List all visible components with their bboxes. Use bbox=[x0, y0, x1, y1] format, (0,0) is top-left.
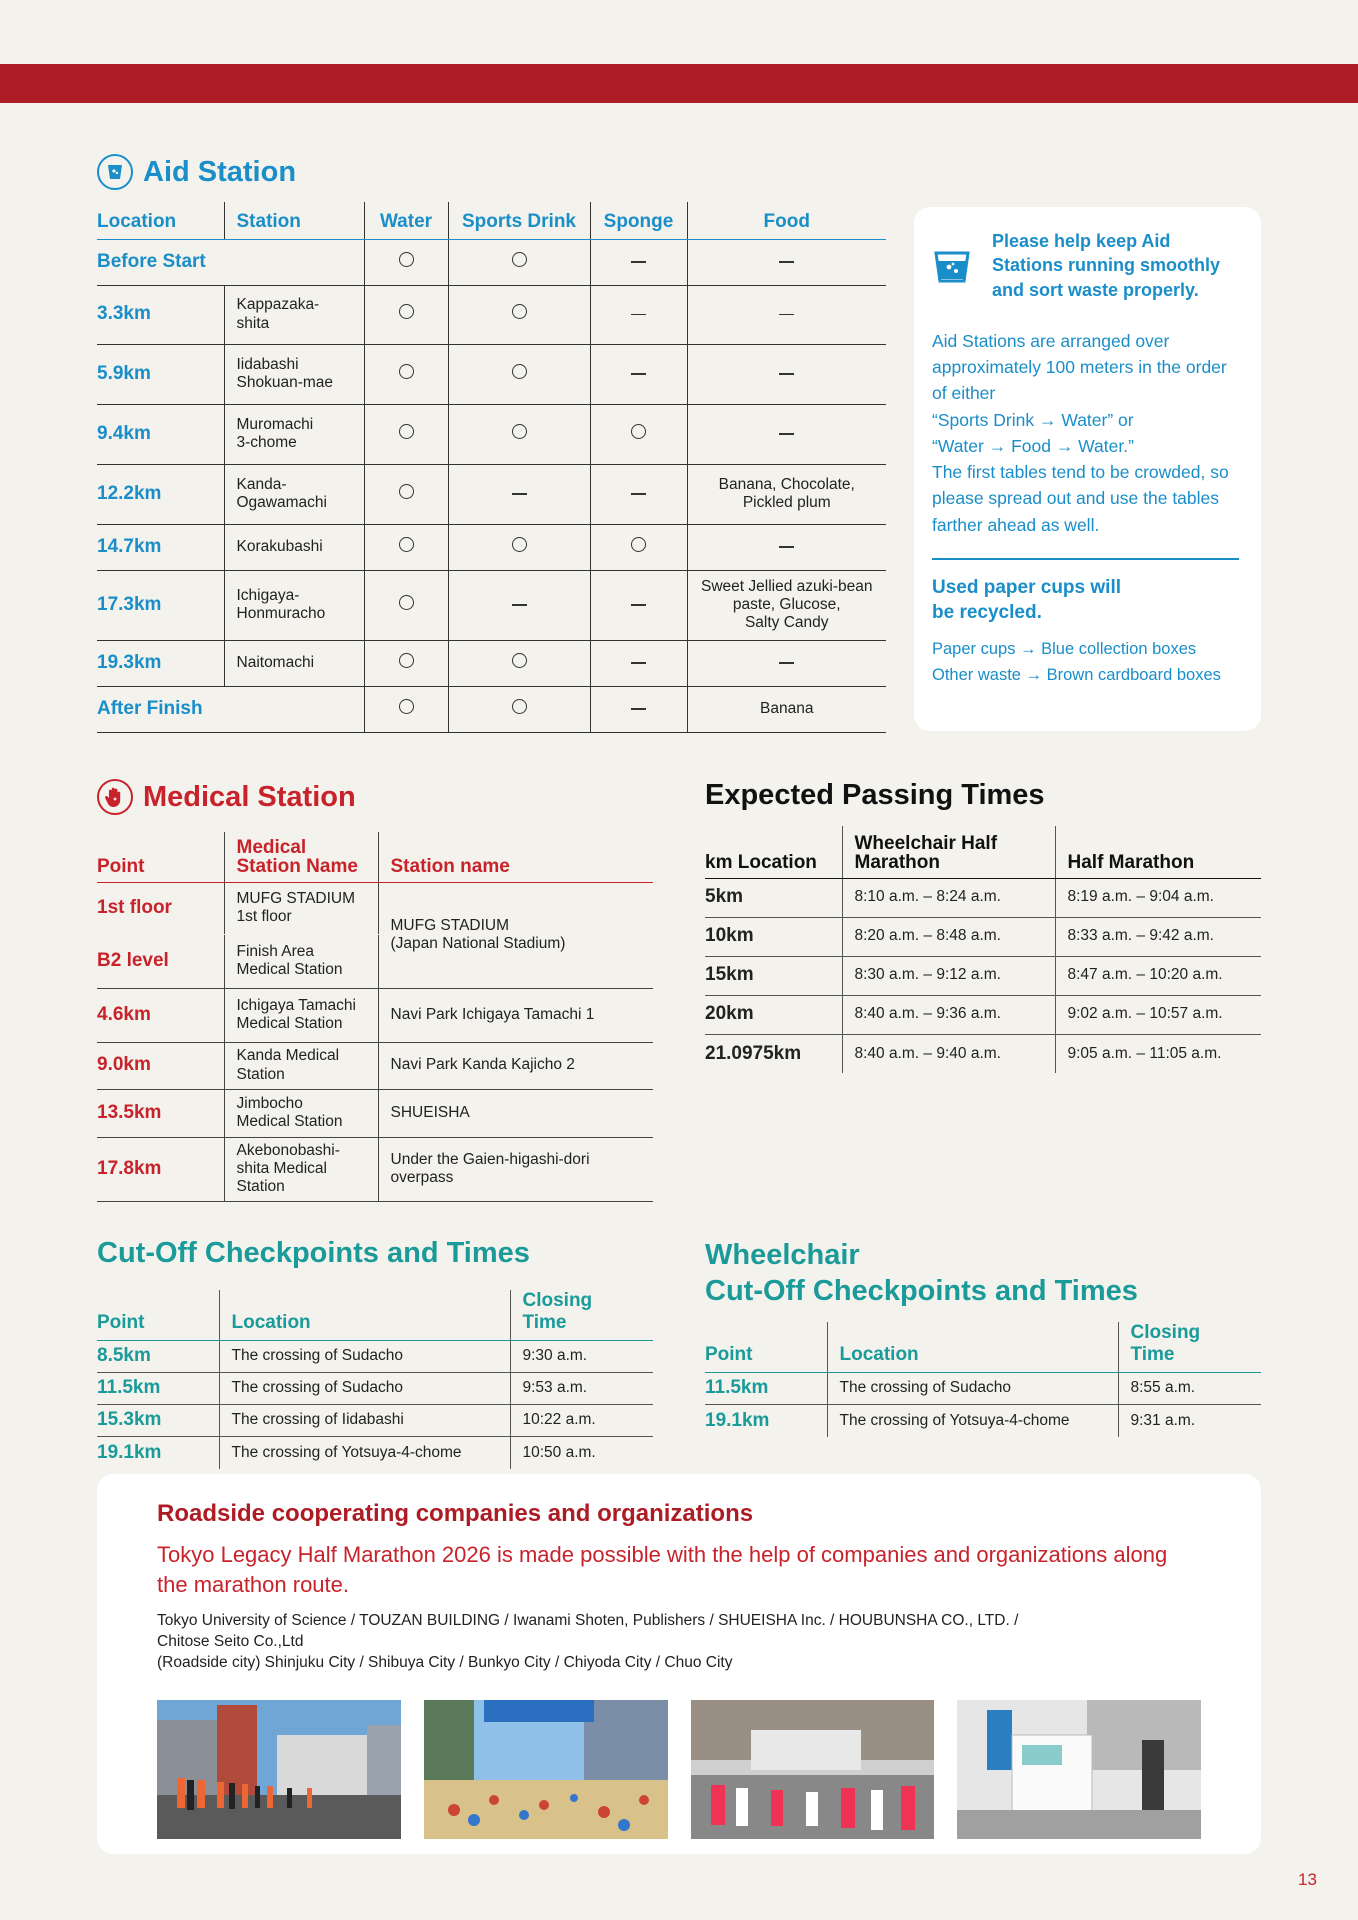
recycle-notice: Used paper cups will be recycled. bbox=[932, 576, 1121, 623]
cutoff-row bbox=[97, 1437, 653, 1469]
circle-mark bbox=[512, 252, 527, 267]
medical-point: 9.0km bbox=[97, 1054, 151, 1076]
wheelchair-cutoff-title-2: Cut-Off Checkpoints and Times bbox=[705, 1275, 1138, 1308]
dash-mark bbox=[631, 373, 646, 375]
dash-mark bbox=[631, 662, 646, 664]
aid-row bbox=[97, 524, 886, 570]
circle-mark bbox=[512, 364, 527, 379]
medical-station-table bbox=[97, 832, 653, 1202]
cutoff-header-0: Point bbox=[97, 1290, 219, 1341]
medical-point: 17.8km bbox=[97, 1157, 162, 1179]
wheelchair-time: 8:20 a.m. – 8:48 a.m. bbox=[854, 927, 1001, 945]
dash-mark bbox=[779, 314, 794, 316]
dash-mark bbox=[631, 708, 646, 710]
cutoff-location: The crossing of Yotsuya-4-chome bbox=[231, 1443, 462, 1461]
aid-header-1: Station bbox=[224, 202, 364, 239]
crowd-runners-photo bbox=[424, 1700, 668, 1839]
medical-location: Under the Gaien-higashi-dori overpass bbox=[390, 1150, 590, 1186]
medical-point: B2 level bbox=[97, 949, 169, 971]
passing-times-title: Expected Passing Times bbox=[705, 779, 1045, 811]
passing-row bbox=[705, 917, 1261, 956]
medical-point: 13.5km bbox=[97, 1101, 162, 1123]
page-number: 13 bbox=[1298, 1870, 1317, 1889]
circle-mark bbox=[631, 424, 646, 439]
aid-header-4: Sponge bbox=[590, 202, 687, 239]
cutoff-header-1: Location bbox=[219, 1290, 510, 1341]
circle-mark bbox=[399, 484, 414, 499]
closing-time: 9:53 a.m. bbox=[522, 1379, 588, 1397]
aid-box-body: Aid Stations are arranged over approximately 100 meters in the order of either “Sports Drink → Water” or “Water → Food → Water.” The first tables tend to be crowded, so please spread out and use the tables farther ahead as well. bbox=[932, 330, 1229, 535]
medical-location: Navi Park Kanda Kajicho 2 bbox=[390, 1056, 575, 1074]
aid-station-name: Kanda- Ogawamachi bbox=[236, 475, 327, 511]
medical-station-name: MUFG STADIUM 1st floor bbox=[236, 889, 356, 925]
medical-location: Navi Park Ichigaya Tamachi 1 bbox=[390, 1005, 595, 1023]
cutoff-point: 11.5km bbox=[705, 1377, 769, 1399]
cutoff-title: Cut-Off Checkpoints and Times bbox=[97, 1237, 530, 1269]
aid-row bbox=[97, 239, 886, 285]
wheelchair_cutoff-row bbox=[705, 1373, 1261, 1405]
aid-station-name: Muromachi 3-chome bbox=[236, 415, 314, 451]
cutoff-location: The crossing of Sudacho bbox=[839, 1379, 1011, 1397]
aid-header-0: Location bbox=[97, 202, 224, 239]
passing-km: 20km bbox=[705, 1003, 754, 1025]
passing-header-0: km Location bbox=[705, 826, 842, 878]
half-marathon-time: 9:02 a.m. – 10:57 a.m. bbox=[1067, 1005, 1223, 1023]
waste-sorting: Paper cups → Blue collection boxes Other waste → Brown cardboard boxes bbox=[932, 640, 1221, 684]
wheelchair-cutoff-table bbox=[705, 1322, 1261, 1437]
dash-mark bbox=[512, 493, 527, 495]
circle-mark bbox=[512, 653, 527, 668]
passing-row bbox=[705, 995, 1261, 1034]
medical-station-name: Finish Area Medical Station bbox=[236, 942, 343, 978]
medical-station-name: Akebonobashi- shita Medical Station bbox=[236, 1141, 340, 1196]
aid-row bbox=[97, 344, 886, 404]
medical-location: MUFG STADIUM (Japan National Stadium) bbox=[390, 916, 566, 952]
cutoff-point: 15.3km bbox=[97, 1409, 162, 1431]
runners-street-photo bbox=[157, 1700, 401, 1839]
circle-mark bbox=[399, 252, 414, 267]
half-marathon-time: 8:19 a.m. – 9:04 a.m. bbox=[1067, 888, 1214, 906]
wheelchair-time: 8:40 a.m. – 9:36 a.m. bbox=[854, 1005, 1001, 1023]
aid-location: 14.7km bbox=[97, 535, 162, 557]
circle-mark bbox=[399, 304, 414, 319]
dash-mark bbox=[631, 261, 646, 263]
medical-row bbox=[97, 1137, 653, 1201]
aid-row bbox=[97, 570, 886, 640]
circle-mark bbox=[399, 653, 414, 668]
dash-mark bbox=[779, 433, 794, 435]
aid-location: 12.2km bbox=[97, 482, 162, 504]
aid-location: Before Start bbox=[97, 250, 206, 272]
cutoff-row bbox=[97, 1405, 653, 1437]
aid-location: 17.3km bbox=[97, 593, 162, 615]
wheelchair-cutoff-heading bbox=[705, 1237, 1138, 1310]
circle-mark bbox=[512, 537, 527, 552]
medical-location: SHUEISHA bbox=[390, 1103, 470, 1121]
aid-row bbox=[97, 404, 886, 464]
closing-time: 8:55 a.m. bbox=[1130, 1379, 1196, 1397]
medical-hand-icon bbox=[97, 779, 133, 815]
aid-header-3: Sports Drink bbox=[448, 202, 590, 239]
half-marathon-time: 8:47 a.m. – 10:20 a.m. bbox=[1067, 966, 1223, 984]
circle-mark bbox=[399, 595, 414, 610]
aid-location: 9.4km bbox=[97, 422, 151, 444]
cutoff-location: The crossing of Sudacho bbox=[231, 1379, 403, 1397]
cutoff-point: 11.5km bbox=[97, 1377, 161, 1399]
passing-km: 15km bbox=[705, 964, 754, 986]
wheelchair_cutoff-header-1: Location bbox=[827, 1322, 1118, 1373]
aid-location: 19.3km bbox=[97, 651, 162, 673]
aid-station-name: Kappazaka- shita bbox=[236, 296, 320, 332]
circle-mark bbox=[512, 424, 527, 439]
half-marathon-time: 9:05 a.m. – 11:05 a.m. bbox=[1067, 1044, 1222, 1062]
roadside-list: Tokyo University of Science / TOUZAN BUILDING / Iwanami Shoten, Publishers / SHUEISHA Inc. / HOUBUNSHA CO., LTD. / Chitose Seito Co.,Ltd (Roadside city) Shinjuku City / Shibuya City / Bunkyo City / Chiyoda City / Chuo City bbox=[157, 1612, 1019, 1672]
roadside-title: Roadside cooperating companies and organizations bbox=[157, 1500, 754, 1527]
wheelchair_cutoff-row bbox=[705, 1405, 1261, 1437]
passing-times-heading bbox=[705, 779, 1045, 812]
runners-station-photo bbox=[691, 1700, 935, 1839]
aid-location: After Finish bbox=[97, 697, 203, 719]
roadside-box bbox=[97, 1474, 1261, 1854]
cutoff-heading bbox=[97, 1237, 530, 1270]
passing-times-table bbox=[705, 826, 1261, 1073]
medical-header-2: Station name bbox=[378, 832, 653, 882]
closing-time: 10:50 a.m. bbox=[522, 1443, 596, 1461]
roadside-subtitle: Tokyo Legacy Half Marathon 2026 is made possible with the help of companies and organizations along the marathon route. bbox=[157, 1542, 1168, 1597]
medical-row bbox=[97, 1042, 653, 1089]
medical-station-heading bbox=[97, 779, 356, 815]
dash-mark bbox=[779, 546, 794, 548]
medical-station-name: Ichigaya Tamachi Medical Station bbox=[236, 996, 356, 1032]
medical-header-0: Point bbox=[97, 832, 224, 882]
dash-mark bbox=[779, 261, 794, 263]
medical-point: 4.6km bbox=[97, 1003, 151, 1025]
passing-km: 21.0975km bbox=[705, 1042, 802, 1064]
medical-row bbox=[97, 988, 653, 1042]
medical-header-1: Medical Station Name bbox=[224, 832, 378, 882]
medical-row bbox=[97, 882, 653, 934]
wheelchair_cutoff-header-0: Point bbox=[705, 1322, 827, 1373]
aid-food: Sweet Jellied azuki-bean paste, Glucose, Salty Candy bbox=[701, 577, 873, 632]
circle-mark bbox=[399, 424, 414, 439]
aid-location: 3.3km bbox=[97, 303, 151, 325]
cutoff-row bbox=[97, 1341, 653, 1373]
cutoff-location: The crossing of Yotsuya-4-chome bbox=[839, 1411, 1070, 1429]
dash-mark bbox=[631, 314, 646, 316]
passing-km: 5km bbox=[705, 886, 744, 908]
cutoff-header-2: Closing Time bbox=[510, 1290, 653, 1341]
aid-row bbox=[97, 686, 886, 732]
circle-mark bbox=[512, 304, 527, 319]
aid-info-box bbox=[914, 207, 1261, 731]
circle-mark bbox=[399, 364, 414, 379]
passing-header-1: Wheelchair Half Marathon bbox=[842, 826, 1055, 878]
aid-row bbox=[97, 640, 886, 686]
aid-food: Banana, Chocolate, Pickled plum bbox=[718, 475, 855, 511]
closing-time: 9:30 a.m. bbox=[522, 1347, 588, 1365]
medical-station-name: Kanda Medical Station bbox=[236, 1047, 340, 1083]
aid-station-photo bbox=[957, 1700, 1201, 1839]
dash-mark bbox=[779, 662, 794, 664]
cutoff-table bbox=[97, 1290, 653, 1469]
medical-row bbox=[97, 1089, 653, 1137]
cutoff-point: 19.1km bbox=[97, 1441, 162, 1463]
wheelchair-cutoff-title-1: Wheelchair bbox=[705, 1239, 860, 1271]
aid-header-2: Water bbox=[364, 202, 448, 239]
aid-station-title: Aid Station bbox=[143, 155, 297, 188]
aid-location: 5.9km bbox=[97, 362, 151, 384]
dash-mark bbox=[631, 604, 646, 606]
aid-station-name: Korakubashi bbox=[236, 537, 323, 555]
cutoff-point: 8.5km bbox=[97, 1345, 151, 1367]
dash-mark bbox=[779, 373, 794, 375]
aid-station-table bbox=[97, 202, 886, 733]
aid-header-5: Food bbox=[687, 202, 886, 239]
dash-mark bbox=[631, 493, 646, 495]
circle-mark bbox=[631, 537, 646, 552]
medical-station-title: Medical Station bbox=[143, 780, 356, 813]
dash-mark bbox=[512, 604, 527, 606]
closing-time: 9:31 a.m. bbox=[1130, 1411, 1196, 1429]
aid-row bbox=[97, 464, 886, 524]
half-marathon-time: 8:33 a.m. – 9:42 a.m. bbox=[1067, 927, 1214, 945]
passing-row bbox=[705, 1034, 1261, 1073]
closing-time: 10:22 a.m. bbox=[522, 1411, 596, 1429]
cup-icon bbox=[932, 245, 972, 283]
wheelchair_cutoff-header-2: Closing Time bbox=[1118, 1322, 1261, 1373]
passing-row bbox=[705, 956, 1261, 995]
aid-station-heading bbox=[97, 154, 296, 190]
divider bbox=[932, 558, 1239, 560]
aid-row bbox=[97, 285, 886, 344]
medical-station-name: Jimbocho Medical Station bbox=[236, 1094, 343, 1130]
circle-mark bbox=[512, 699, 527, 714]
header-bar bbox=[0, 64, 1358, 103]
aid-station-name: Ichigaya- Honmuracho bbox=[236, 586, 326, 622]
circle-mark bbox=[399, 537, 414, 552]
passing-km: 10km bbox=[705, 925, 754, 947]
wheelchair-time: 8:40 a.m. – 9:40 a.m. bbox=[854, 1044, 1001, 1062]
aid-station-name: Naitomachi bbox=[236, 653, 315, 671]
aid-food: Banana bbox=[760, 699, 814, 717]
wheelchair-time: 8:30 a.m. – 9:12 a.m. bbox=[854, 966, 1001, 984]
passing-header-2: Half Marathon bbox=[1055, 826, 1261, 878]
passing-row bbox=[705, 878, 1261, 917]
cutoff-location: The crossing of Sudacho bbox=[231, 1347, 403, 1365]
cutoff-point: 19.1km bbox=[705, 1409, 770, 1431]
water-cup-icon bbox=[97, 154, 133, 190]
wheelchair-time: 8:10 a.m. – 8:24 a.m. bbox=[854, 888, 1001, 906]
aid-box-heading: Please help keep Aid Stations running smoothly and sort waste properly. bbox=[992, 231, 1220, 300]
cutoff-location: The crossing of Iidabashi bbox=[231, 1411, 404, 1429]
circle-mark bbox=[399, 699, 414, 714]
aid-station-name: Iidabashi Shokuan-mae bbox=[236, 355, 334, 391]
medical-point: 1st floor bbox=[97, 896, 172, 918]
cutoff-row bbox=[97, 1373, 653, 1405]
